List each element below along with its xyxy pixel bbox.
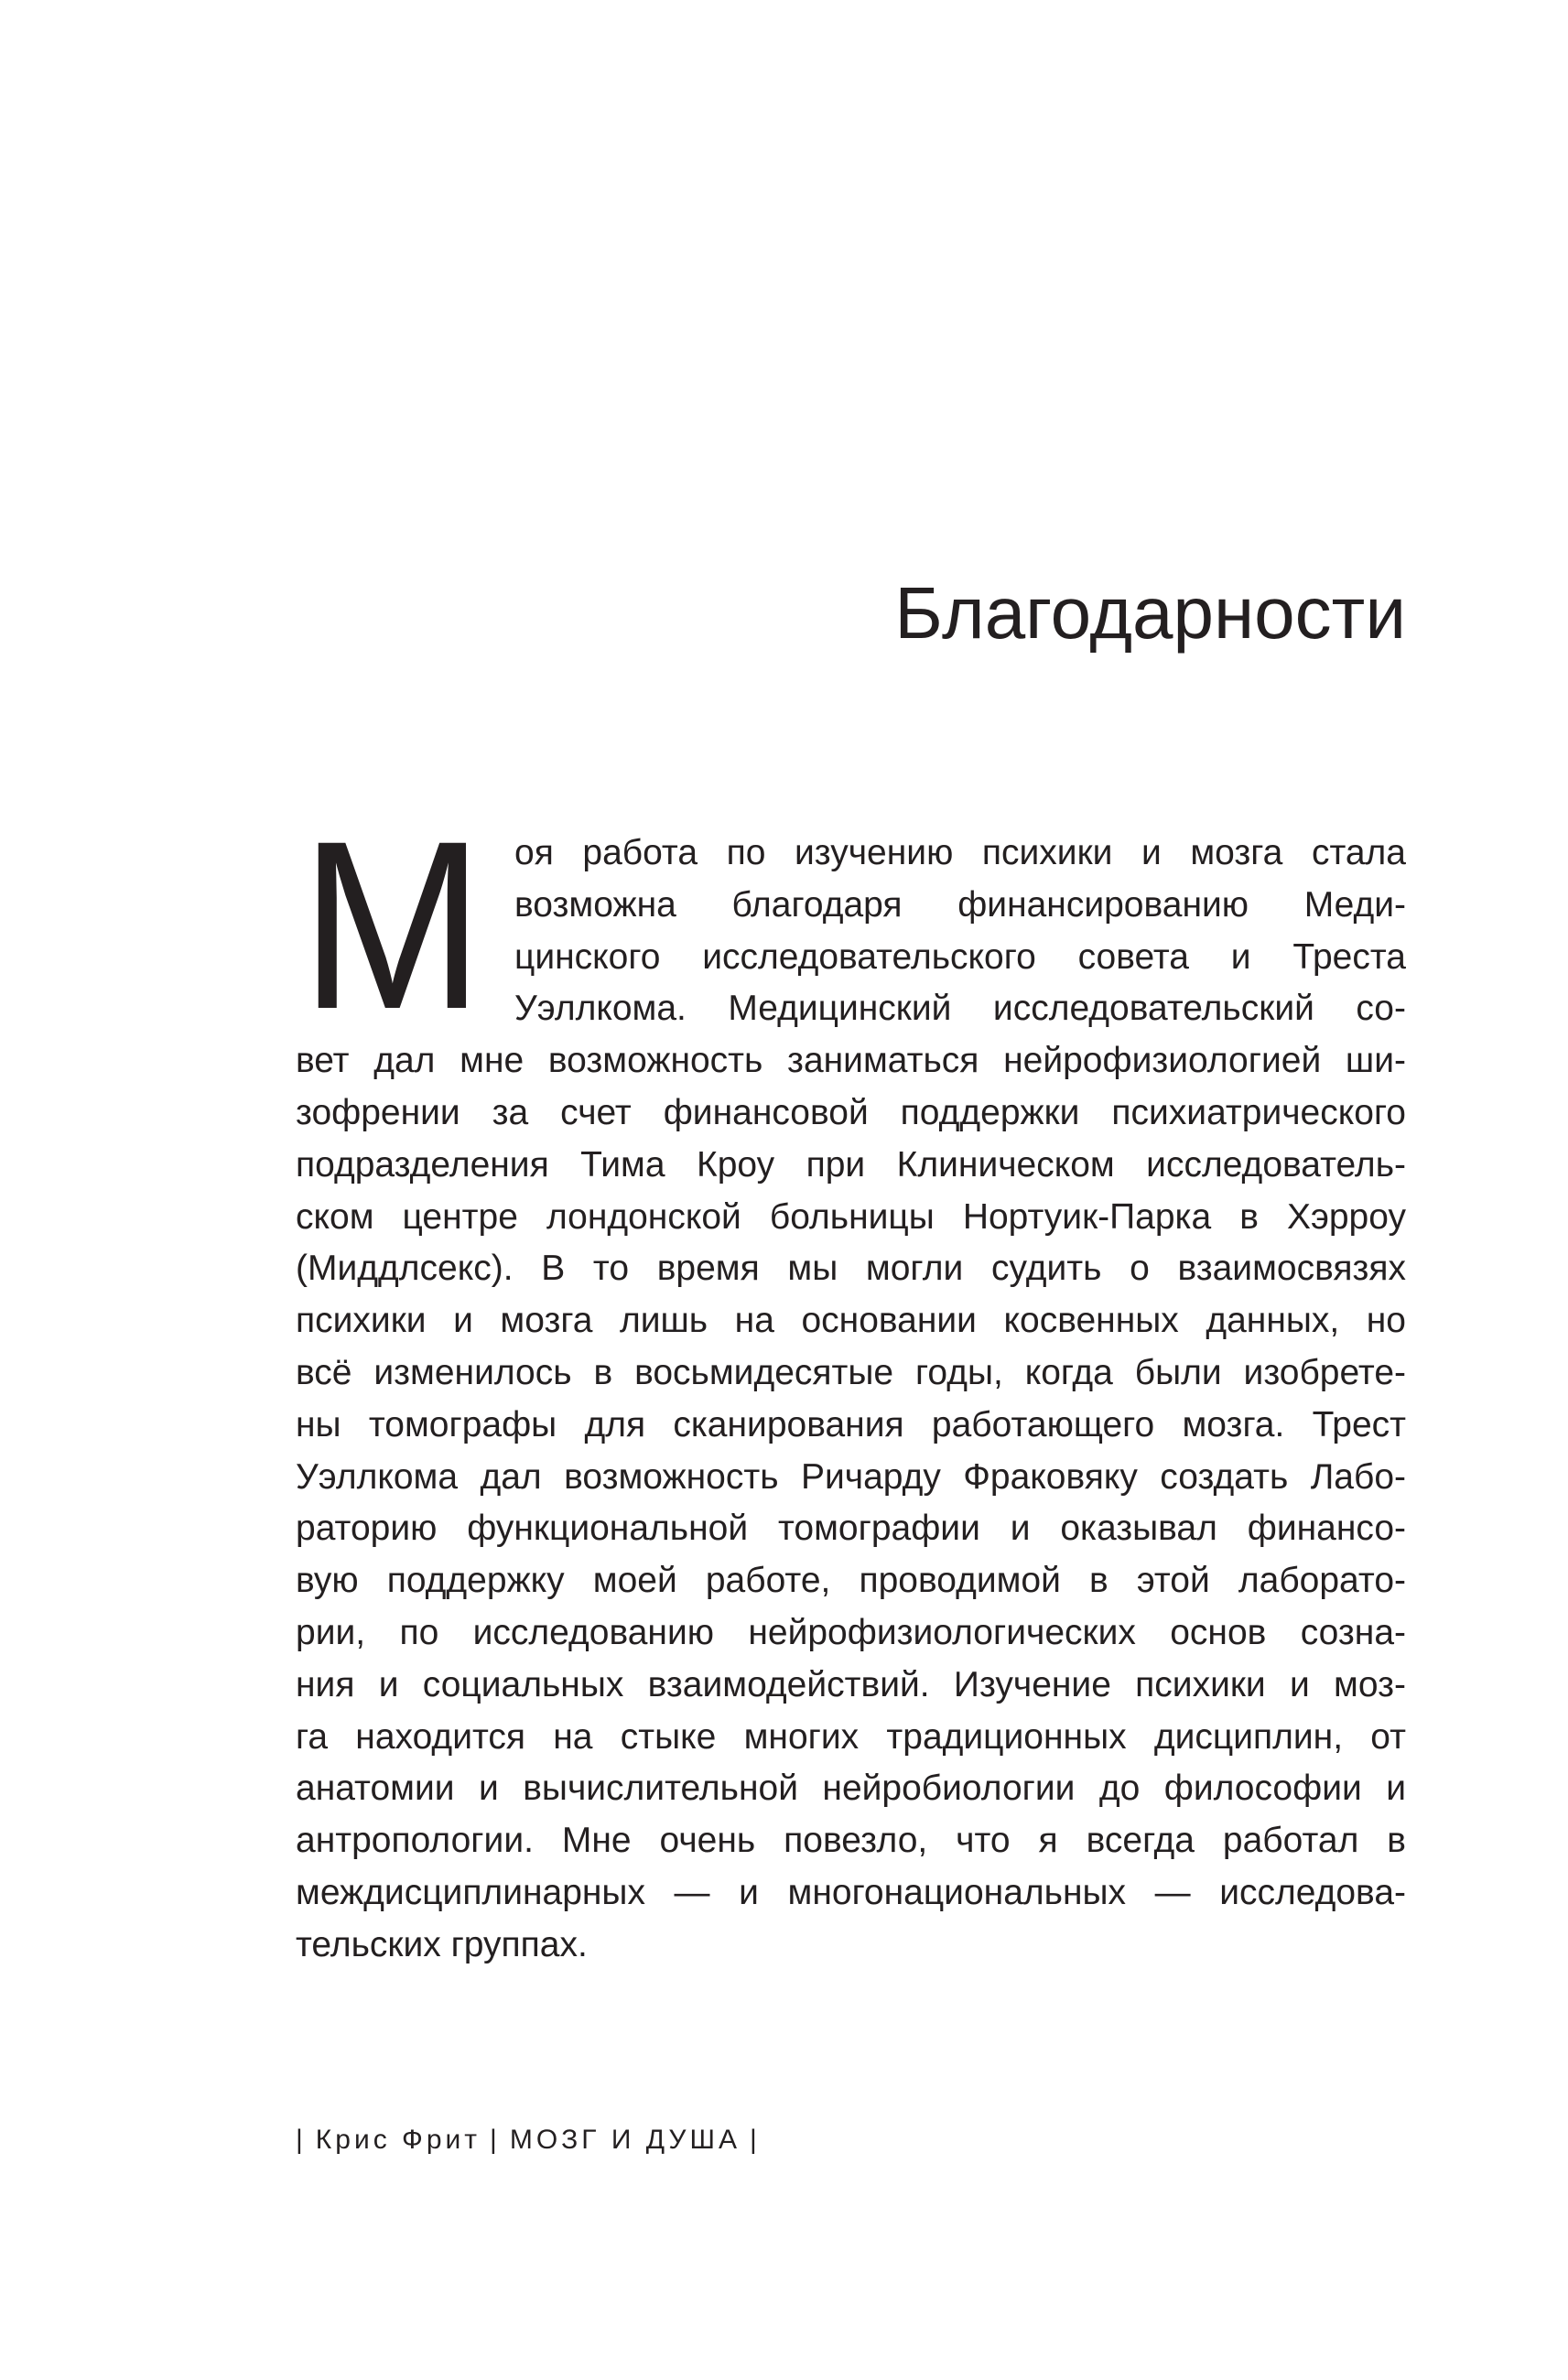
text-line: ны томографы для сканирования работающего мозга. Трест xyxy=(296,1404,1406,1444)
text-line: ском центре лондонской больницы Нортуик-Парка в Хэрроу xyxy=(296,1196,1406,1237)
footer-separator: | xyxy=(296,2125,307,2155)
footer-author: Крис Фрит xyxy=(315,2125,481,2155)
footer-separator: | xyxy=(490,2125,501,2155)
text-line: вет дал мне возможность заниматься нейрофизиологией ши- xyxy=(296,1041,1406,1081)
text-line: рии, по исследованию нейрофизиологических основ созна- xyxy=(296,1612,1406,1652)
text-line: вую поддержку моей работе, проводимой в этой лаборато- xyxy=(296,1561,1406,1601)
running-footer xyxy=(296,2120,770,2160)
text-line: Уэллкома дал возможность Ричарду Фраковяку создать Лабо- xyxy=(296,1456,1406,1497)
text-line: междисциплинарных — и многонациональных — исследова- xyxy=(296,1872,1406,1912)
text-line: анатомии и вычислительной нейробиологии до философии и xyxy=(296,1769,1406,1809)
text-line: оя работа по изучению психики и мозга стала xyxy=(514,833,1406,872)
text-line: тельских группах. xyxy=(296,1924,588,1964)
text-line: всё изменилось в восьмидесятые годы, когда были изобрете- xyxy=(296,1352,1406,1392)
text-line: раторию функциональной томографии и оказывал финансо- xyxy=(296,1509,1406,1549)
text-line: ния и социальных взаимодействий. Изучение психики и моз- xyxy=(296,1664,1406,1704)
text-line: цинского исследовательского совета и Треста xyxy=(514,936,1406,977)
text-line: Уэллкома. Медицинский исследовательский со- xyxy=(514,989,1406,1029)
text-line: антропологии. Мне очень повезло, что я всегда работал в xyxy=(296,1821,1406,1861)
drop-cap: М xyxy=(300,791,484,1059)
body-text xyxy=(296,828,1406,1972)
footer-book-title: МОЗГ И ДУША xyxy=(509,2125,741,2155)
text-line: зофрении за счет финансовой поддержки психиатрического xyxy=(296,1092,1406,1132)
text-line: подразделения Тима Кроу при Клиническом исследователь- xyxy=(296,1144,1406,1185)
text-line: (Миддлсекс). В то время мы могли судить о взаимосвязях xyxy=(296,1249,1406,1289)
text-line: га находится на стыке многих традиционных дисциплин, от xyxy=(296,1716,1406,1757)
page-title: Благодарности xyxy=(894,572,1406,654)
text-line: возможна благодаря финансированию Меди- xyxy=(514,884,1406,925)
footer-separator: | xyxy=(749,2125,761,2155)
text-line: психики и мозга лишь на основании косвенных данных, но xyxy=(296,1301,1406,1341)
